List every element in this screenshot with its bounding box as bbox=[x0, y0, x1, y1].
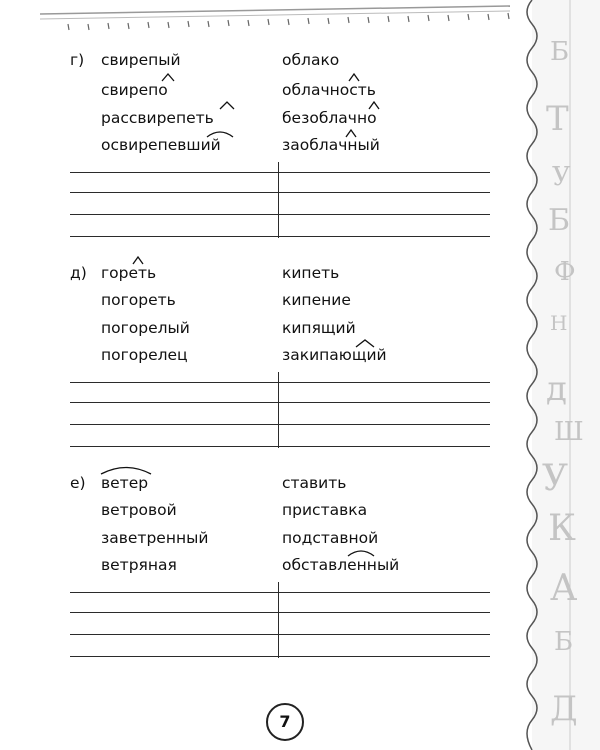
answer-lines bbox=[70, 592, 490, 658]
svg-text:А: А bbox=[550, 568, 578, 609]
word-left: гореть bbox=[101, 264, 157, 282]
word-left: ветряная bbox=[101, 556, 177, 574]
svg-text:У: У bbox=[542, 458, 569, 499]
word-right: обставленный bbox=[282, 556, 400, 574]
suffix-mark bbox=[131, 255, 145, 265]
word-right: безоблачно bbox=[282, 109, 377, 127]
word-left: погорелый bbox=[101, 319, 190, 337]
suffix-mark bbox=[344, 128, 358, 138]
svg-text:Б: Б bbox=[554, 627, 574, 657]
svg-text:Б: Б bbox=[548, 203, 571, 238]
word-left: свирепый bbox=[101, 51, 181, 69]
word-left: свирепо bbox=[101, 81, 168, 99]
answer-lines bbox=[70, 172, 490, 238]
answer-lines bbox=[70, 382, 490, 448]
word-right: заоблачный bbox=[282, 136, 380, 154]
svg-text:У: У bbox=[552, 162, 571, 192]
suffix-mark bbox=[367, 100, 381, 110]
svg-text:Б: Б bbox=[550, 37, 570, 67]
svg-text:д: д bbox=[546, 369, 567, 409]
word-left: заветренный bbox=[101, 529, 209, 547]
suffix-mark bbox=[205, 128, 235, 138]
word-right: облачность bbox=[282, 81, 376, 99]
word-right: ставить bbox=[282, 474, 347, 492]
ending-mark bbox=[160, 72, 176, 82]
root-mark bbox=[99, 463, 153, 475]
svg-text:Н: Н bbox=[550, 311, 568, 335]
word-left: ветровой bbox=[101, 501, 177, 519]
word-right: кипение bbox=[282, 291, 351, 309]
word-left: рассвирепеть bbox=[101, 109, 214, 127]
word-right: закипающий bbox=[282, 346, 387, 364]
section-letter: д) bbox=[70, 264, 87, 282]
word-left: погореть bbox=[101, 291, 176, 309]
top-border-decoration bbox=[40, 0, 530, 36]
word-right: приставка bbox=[282, 501, 368, 519]
suffix-mark bbox=[346, 547, 376, 557]
word-right: облако bbox=[282, 51, 340, 69]
word-right: кипящий bbox=[282, 319, 356, 337]
section-letter: е) bbox=[70, 474, 86, 492]
svg-text:Д: Д bbox=[550, 689, 578, 729]
word-left: освирепевший bbox=[101, 136, 221, 154]
page-number: 7 bbox=[266, 703, 304, 741]
right-border-decoration bbox=[510, 0, 600, 750]
word-left: ветер bbox=[101, 474, 149, 492]
section-letter: г) bbox=[70, 51, 85, 69]
svg-text:Ш: Ш bbox=[554, 417, 584, 447]
svg-text:Ф: Ф bbox=[554, 257, 576, 287]
svg-text:К: К bbox=[548, 508, 576, 549]
svg-text:Т: Т bbox=[546, 99, 569, 139]
suffix-mark bbox=[347, 72, 361, 82]
word-left: погорелец bbox=[101, 346, 188, 364]
suffix-mark bbox=[354, 338, 376, 348]
word-right: кипеть bbox=[282, 264, 340, 282]
word-right: подставной bbox=[282, 529, 379, 547]
suffix-mark bbox=[218, 100, 236, 110]
